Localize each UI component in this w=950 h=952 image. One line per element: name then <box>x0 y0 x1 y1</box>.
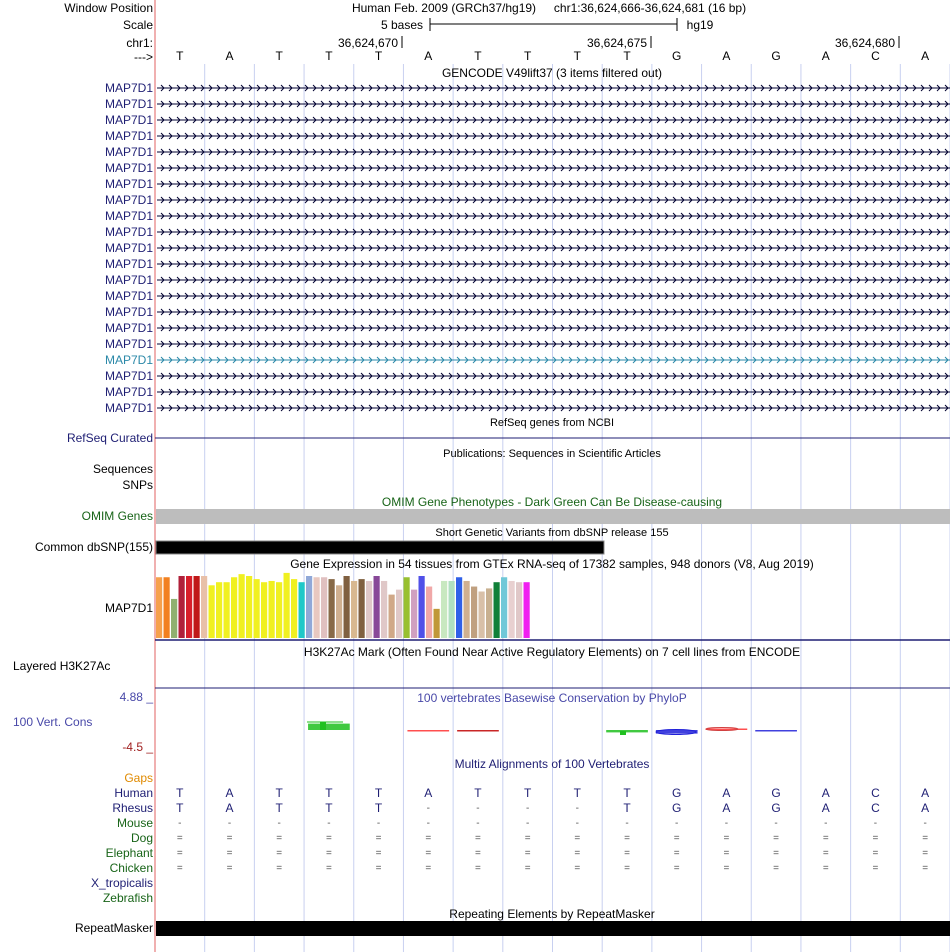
chrom-label: chr1: <box>126 36 153 50</box>
alignment-base: T <box>176 786 184 800</box>
alignment-base: = <box>226 833 233 844</box>
gtex-bar[interactable] <box>494 582 500 638</box>
repeatmasker-bar[interactable] <box>156 921 950 936</box>
sequence-base: T <box>523 49 532 63</box>
alignment-base: T <box>374 801 383 815</box>
alignment-base: = <box>176 848 183 859</box>
alignment-base: - <box>525 818 530 829</box>
gene-track[interactable] <box>157 293 950 299</box>
multiz-title[interactable]: Multiz Alignments of 100 Vertebrates <box>454 757 650 771</box>
gene-label[interactable]: MAP7D1 <box>104 273 153 287</box>
alignment-base: - <box>724 818 729 829</box>
gtex-bar[interactable] <box>351 581 357 638</box>
alignment-base: = <box>673 848 680 859</box>
repeatmasker-title[interactable]: Repeating Elements by RepeatMasker <box>449 907 655 921</box>
alignment-base: - <box>575 818 580 829</box>
dbsnp-label[interactable]: Common dbSNP(155) <box>34 540 153 554</box>
gene-track[interactable] <box>157 405 950 411</box>
gene-label[interactable]: MAP7D1 <box>104 305 153 319</box>
phylop-mark <box>620 731 626 735</box>
gtex-bar[interactable] <box>224 582 230 638</box>
alignment-base: A <box>225 786 234 800</box>
alignment-base: A <box>722 801 731 815</box>
alignment-base: = <box>574 863 581 874</box>
gtex-bar[interactable] <box>179 576 185 638</box>
publications-label[interactable]: Sequences <box>92 462 153 476</box>
gene-track[interactable] <box>157 245 950 251</box>
gene-label[interactable]: MAP7D1 <box>104 241 153 255</box>
gtex-bar[interactable] <box>486 588 492 638</box>
alignment-base: T <box>275 801 283 815</box>
phylop-mark <box>457 730 499 732</box>
gene-label[interactable]: MAP7D1 <box>104 177 153 191</box>
species-label[interactable]: Dog <box>130 831 153 845</box>
gtex-bar[interactable] <box>171 599 177 638</box>
alignment-base: = <box>773 863 780 874</box>
gtex-bar[interactable] <box>194 576 200 638</box>
phylop-mark <box>308 724 350 730</box>
sequence-base: T <box>176 49 184 63</box>
sequence-base: T <box>474 49 482 63</box>
alignment-base: = <box>524 833 531 844</box>
alignment-base: = <box>425 863 432 874</box>
alignment-base: - <box>476 803 480 814</box>
gtex-bar[interactable] <box>366 581 372 638</box>
alignment-base: G <box>771 801 781 815</box>
alignment-base: = <box>276 833 283 844</box>
alignment-base: - <box>675 818 679 829</box>
gtex-label[interactable]: MAP7D1 <box>104 601 153 615</box>
alignment-base: C <box>871 801 880 815</box>
alignment-base: - <box>327 818 331 829</box>
strand-label: ---> <box>134 50 153 64</box>
gtex-bar[interactable] <box>419 576 425 638</box>
alignment-base: = <box>773 833 780 844</box>
gene-track[interactable] <box>157 325 950 331</box>
alignment-base: - <box>178 818 182 829</box>
alignment-base: = <box>673 833 680 844</box>
sequence-base: A <box>921 49 930 63</box>
alignment-base: T <box>325 801 333 815</box>
publications-title[interactable]: Publications: Sequences in Scientific Articles <box>443 448 661 460</box>
gtex-bar[interactable] <box>329 579 335 638</box>
gene-track[interactable] <box>157 341 950 347</box>
gencode-title[interactable]: GENCODE V49lift37 (3 items filtered out) <box>441 66 663 80</box>
cons-label[interactable]: 100 Vert. Cons <box>13 715 93 729</box>
gtex-bar[interactable] <box>261 582 267 638</box>
alignment-base: = <box>276 863 283 874</box>
alignment-base: T <box>623 801 631 815</box>
gtex-bar[interactable] <box>231 577 237 638</box>
species-label[interactable]: Rhesus <box>112 801 153 815</box>
alignment-base: = <box>524 848 531 859</box>
alignment-base: T <box>374 786 383 800</box>
gtex-bar[interactable] <box>501 577 507 638</box>
gene-track[interactable] <box>157 149 950 155</box>
gene-track[interactable] <box>157 85 950 91</box>
window-position-label: Window Position <box>64 1 153 15</box>
gtex-bar[interactable] <box>314 577 320 638</box>
species-label[interactable]: Mouse <box>116 816 153 830</box>
gtex-bar[interactable] <box>464 581 470 638</box>
alignment-base: A <box>821 801 830 815</box>
gene-track[interactable] <box>157 117 950 123</box>
dbsnp-title[interactable]: Short Genetic Variants from dbSNP release 155 <box>435 527 669 539</box>
gene-label[interactable]: MAP7D1 <box>104 321 153 335</box>
dbsnp-bar[interactable] <box>156 541 604 554</box>
alignment-base: - <box>277 818 281 829</box>
alignment-base: = <box>226 848 233 859</box>
gtex-bar[interactable] <box>381 581 387 638</box>
gene-label[interactable]: MAP7D1 <box>104 369 153 383</box>
omim-title[interactable]: OMIM Gene Phenotypes - Dark Green Can Be Disease-causing <box>381 495 723 509</box>
phylop-mark <box>320 722 326 730</box>
alignment-base: A <box>921 786 930 800</box>
gene-label[interactable]: MAP7D1 <box>104 225 153 239</box>
gtex-bar[interactable] <box>389 595 395 638</box>
alignment-base: - <box>525 803 530 814</box>
alignment-base: A <box>821 786 830 800</box>
gtex-bar[interactable] <box>239 574 245 638</box>
gene-label[interactable]: MAP7D1 <box>104 209 153 223</box>
gtex-bar[interactable] <box>269 581 275 638</box>
alignment-base: = <box>375 833 382 844</box>
gene-track[interactable] <box>157 357 950 363</box>
alignment-base: = <box>375 848 382 859</box>
alignment-base: = <box>276 848 283 859</box>
gtex-bar[interactable] <box>509 581 515 638</box>
coord-1: 36,624,670 <box>337 36 399 50</box>
sequence-base: T <box>275 49 283 63</box>
species-label[interactable]: Human <box>114 786 153 800</box>
alignment-base: = <box>325 863 332 874</box>
alignment-base: - <box>227 818 232 829</box>
alignment-base: = <box>723 848 730 859</box>
alignment-base: = <box>176 833 183 844</box>
alignment-base: = <box>624 833 630 844</box>
gene-track[interactable] <box>157 373 950 379</box>
gtex-bar[interactable] <box>254 579 260 638</box>
refseq-title[interactable]: RefSeq genes from NCBI <box>489 417 615 429</box>
repeatmasker-label[interactable]: RepeatMasker <box>74 921 153 935</box>
alignment-base: - <box>923 818 927 829</box>
scale-bar <box>430 18 677 31</box>
gene-track[interactable] <box>157 277 950 283</box>
gene-label[interactable]: MAP7D1 <box>104 385 153 399</box>
cons-max-label: 4.88 _ <box>119 690 153 704</box>
gtex-bar[interactable] <box>434 609 440 638</box>
alignment-base: A <box>424 786 433 800</box>
alignment-base: - <box>625 818 629 829</box>
alignment-base: = <box>723 863 730 874</box>
alignment-base: - <box>873 818 878 829</box>
gene-label[interactable]: MAP7D1 <box>104 161 153 175</box>
sequence-base: A <box>424 49 433 63</box>
alignment-base: = <box>176 863 183 874</box>
sequence-base: G <box>771 49 781 63</box>
alignment-base: T <box>573 786 582 800</box>
alignment-base: = <box>574 848 581 859</box>
gtex-bar[interactable] <box>336 585 342 638</box>
species-label[interactable]: Chicken <box>109 861 153 875</box>
gtex-bar[interactable] <box>359 579 365 638</box>
alignment-base: = <box>822 848 829 859</box>
gtex-bar[interactable] <box>396 590 402 638</box>
alignment-base: = <box>872 863 879 874</box>
gtex-bar[interactable] <box>374 576 380 638</box>
species-label[interactable]: X_tropicalis <box>90 876 153 890</box>
sequence-base: A <box>821 49 830 63</box>
alignment-base: T <box>523 786 532 800</box>
alignment-base: T <box>623 786 631 800</box>
alignment-base: T <box>275 786 283 800</box>
gene-label[interactable]: MAP7D1 <box>104 145 153 159</box>
scale-text: 5 bases <box>380 18 424 32</box>
gtex-bar[interactable] <box>524 582 530 638</box>
sequence-base: A <box>225 49 234 63</box>
alignment-base: = <box>723 833 730 844</box>
position-text: chr1:36,624,666-36,624,681 (16 bp) <box>553 1 747 15</box>
gene-track[interactable] <box>157 133 950 139</box>
coord-3: 36,624,680 <box>834 36 896 50</box>
alignment-base: A <box>722 786 731 800</box>
alignment-base: = <box>226 863 233 874</box>
alignment-base: = <box>872 848 879 859</box>
gtex-bar[interactable] <box>284 573 290 638</box>
gene-label[interactable]: MAP7D1 <box>104 289 153 303</box>
alignment-base: T <box>474 786 482 800</box>
alignment-base: = <box>922 833 929 844</box>
snps-label[interactable]: SNPs <box>122 478 153 492</box>
alignment-base: = <box>624 848 630 859</box>
alignment-base: C <box>871 786 880 800</box>
alignment-base: = <box>822 833 829 844</box>
gene-label[interactable]: MAP7D1 <box>104 337 153 351</box>
gtex-bar[interactable] <box>471 587 477 638</box>
gtex-bar[interactable] <box>209 585 215 638</box>
alignment-base: = <box>673 863 680 874</box>
alignment-base: T <box>325 786 333 800</box>
gene-track[interactable] <box>157 261 950 267</box>
alignment-base: = <box>325 833 332 844</box>
alignment-base: - <box>426 818 430 829</box>
sequence-base: C <box>871 49 880 63</box>
alignment-base: = <box>922 863 929 874</box>
phylop-mark <box>407 730 449 732</box>
gene-label[interactable]: MAP7D1 <box>104 97 153 111</box>
alignment-base: - <box>774 818 778 829</box>
gene-track[interactable] <box>157 165 950 171</box>
gtex-bar[interactable] <box>201 576 207 638</box>
alignment-base: - <box>476 818 480 829</box>
sequence-base: T <box>325 49 333 63</box>
species-label[interactable]: Elephant <box>105 846 153 860</box>
gtex-bar[interactable] <box>404 577 410 638</box>
gtex-title[interactable]: Gene Expression in 54 tissues from GTEx RNA-seq of 17382 samples, 948 donors (V8, Aug 2019) <box>290 557 814 571</box>
refseq-label[interactable]: RefSeq Curated <box>66 431 153 445</box>
alignment-base: - <box>575 803 580 814</box>
phylop-mark <box>706 729 748 731</box>
gtex-bar[interactable] <box>291 579 297 638</box>
alignment-base: A <box>921 801 930 815</box>
alignment-base: = <box>375 863 382 874</box>
alignment-base: = <box>624 863 630 874</box>
gene-label[interactable]: MAP7D1 <box>104 353 153 367</box>
gtex-bar[interactable] <box>156 577 162 638</box>
alignment-base: = <box>822 863 829 874</box>
alignment-base: G <box>672 801 682 815</box>
gene-track[interactable] <box>157 101 950 107</box>
gtex-bar[interactable] <box>164 577 170 638</box>
gtex-bar[interactable] <box>449 581 455 638</box>
sequence-base: A <box>722 49 731 63</box>
gene-label[interactable]: MAP7D1 <box>104 193 153 207</box>
gtex-bars[interactable] <box>156 573 530 638</box>
sequence-base: T <box>374 49 383 63</box>
alignment-base: A <box>225 801 234 815</box>
gtex-bar[interactable] <box>321 577 327 638</box>
alignment-base: = <box>872 833 879 844</box>
cons-min-label: -4.5 _ <box>122 740 153 754</box>
gtex-bar[interactable] <box>411 590 417 638</box>
gtex-bar[interactable] <box>216 582 222 638</box>
gene-track[interactable] <box>157 181 950 187</box>
gtex-bar[interactable] <box>246 576 252 638</box>
gene-label[interactable]: MAP7D1 <box>104 129 153 143</box>
coord-2: 36,624,675 <box>586 36 648 50</box>
alignment-base: T <box>176 801 184 815</box>
gene-label[interactable]: MAP7D1 <box>104 401 153 415</box>
h3k27ac-title[interactable]: H3K27Ac Mark (Often Found Near Active Regulatory Elements) on 7 cell lines from ENCODE <box>303 645 801 659</box>
gene-track[interactable] <box>157 389 950 395</box>
gaps-label: Gaps <box>124 771 153 785</box>
h3k27ac-label[interactable]: Layered H3K27Ac <box>13 659 111 673</box>
sequence-base: T <box>623 49 631 63</box>
gtex-bar[interactable] <box>299 582 305 638</box>
scale-label: Scale <box>122 18 153 32</box>
gene-label[interactable]: MAP7D1 <box>104 257 153 271</box>
gtex-bar[interactable] <box>456 577 462 638</box>
conservation-title[interactable]: 100 vertebrates Basewise Conservation by PhyloP <box>417 691 687 705</box>
alignment-base: - <box>824 818 828 829</box>
species-label[interactable]: Zebrafish <box>102 891 153 905</box>
phylop-mark <box>755 730 797 732</box>
gtex-bar[interactable] <box>441 581 447 638</box>
sequence-base: G <box>672 49 682 63</box>
gtex-bar[interactable] <box>276 582 282 638</box>
alignment-base: - <box>426 803 430 814</box>
gene-track[interactable] <box>157 309 950 315</box>
gtex-bar[interactable] <box>344 576 350 638</box>
omim-label[interactable]: OMIM Genes <box>81 509 153 523</box>
gtex-bar[interactable] <box>186 576 192 638</box>
alignment-base: G <box>771 786 781 800</box>
alignment-base: = <box>425 833 432 844</box>
alignment-base: - <box>376 818 381 829</box>
alignment-base: = <box>773 848 780 859</box>
alignment-base: G <box>672 786 682 800</box>
alignment-base: = <box>475 848 481 859</box>
gene-label[interactable]: MAP7D1 <box>104 113 153 127</box>
scale-db: hg19 <box>686 18 714 32</box>
assembly-text: Human Feb. 2009 (GRCh37/hg19) <box>351 1 537 15</box>
gtex-bar[interactable] <box>306 576 312 638</box>
phylop-plot[interactable] <box>307 722 797 735</box>
alignment-base: = <box>475 833 481 844</box>
sequence-base: T <box>573 49 582 63</box>
alignment-base: = <box>325 848 332 859</box>
alignment-base: = <box>574 833 581 844</box>
gene-track[interactable] <box>157 197 950 203</box>
phylop-mark <box>606 730 648 732</box>
gene-track[interactable] <box>157 229 950 235</box>
alignment-base: = <box>922 848 929 859</box>
gtex-bar[interactable] <box>516 582 522 638</box>
alignment-base: = <box>475 863 481 874</box>
gene-track[interactable] <box>157 213 950 219</box>
gene-label[interactable]: MAP7D1 <box>104 81 153 95</box>
alignment-base: = <box>425 848 432 859</box>
gtex-bar[interactable] <box>426 587 432 638</box>
omim-bar[interactable] <box>156 509 950 524</box>
gtex-bar[interactable] <box>479 592 485 639</box>
alignment-base: = <box>524 863 531 874</box>
